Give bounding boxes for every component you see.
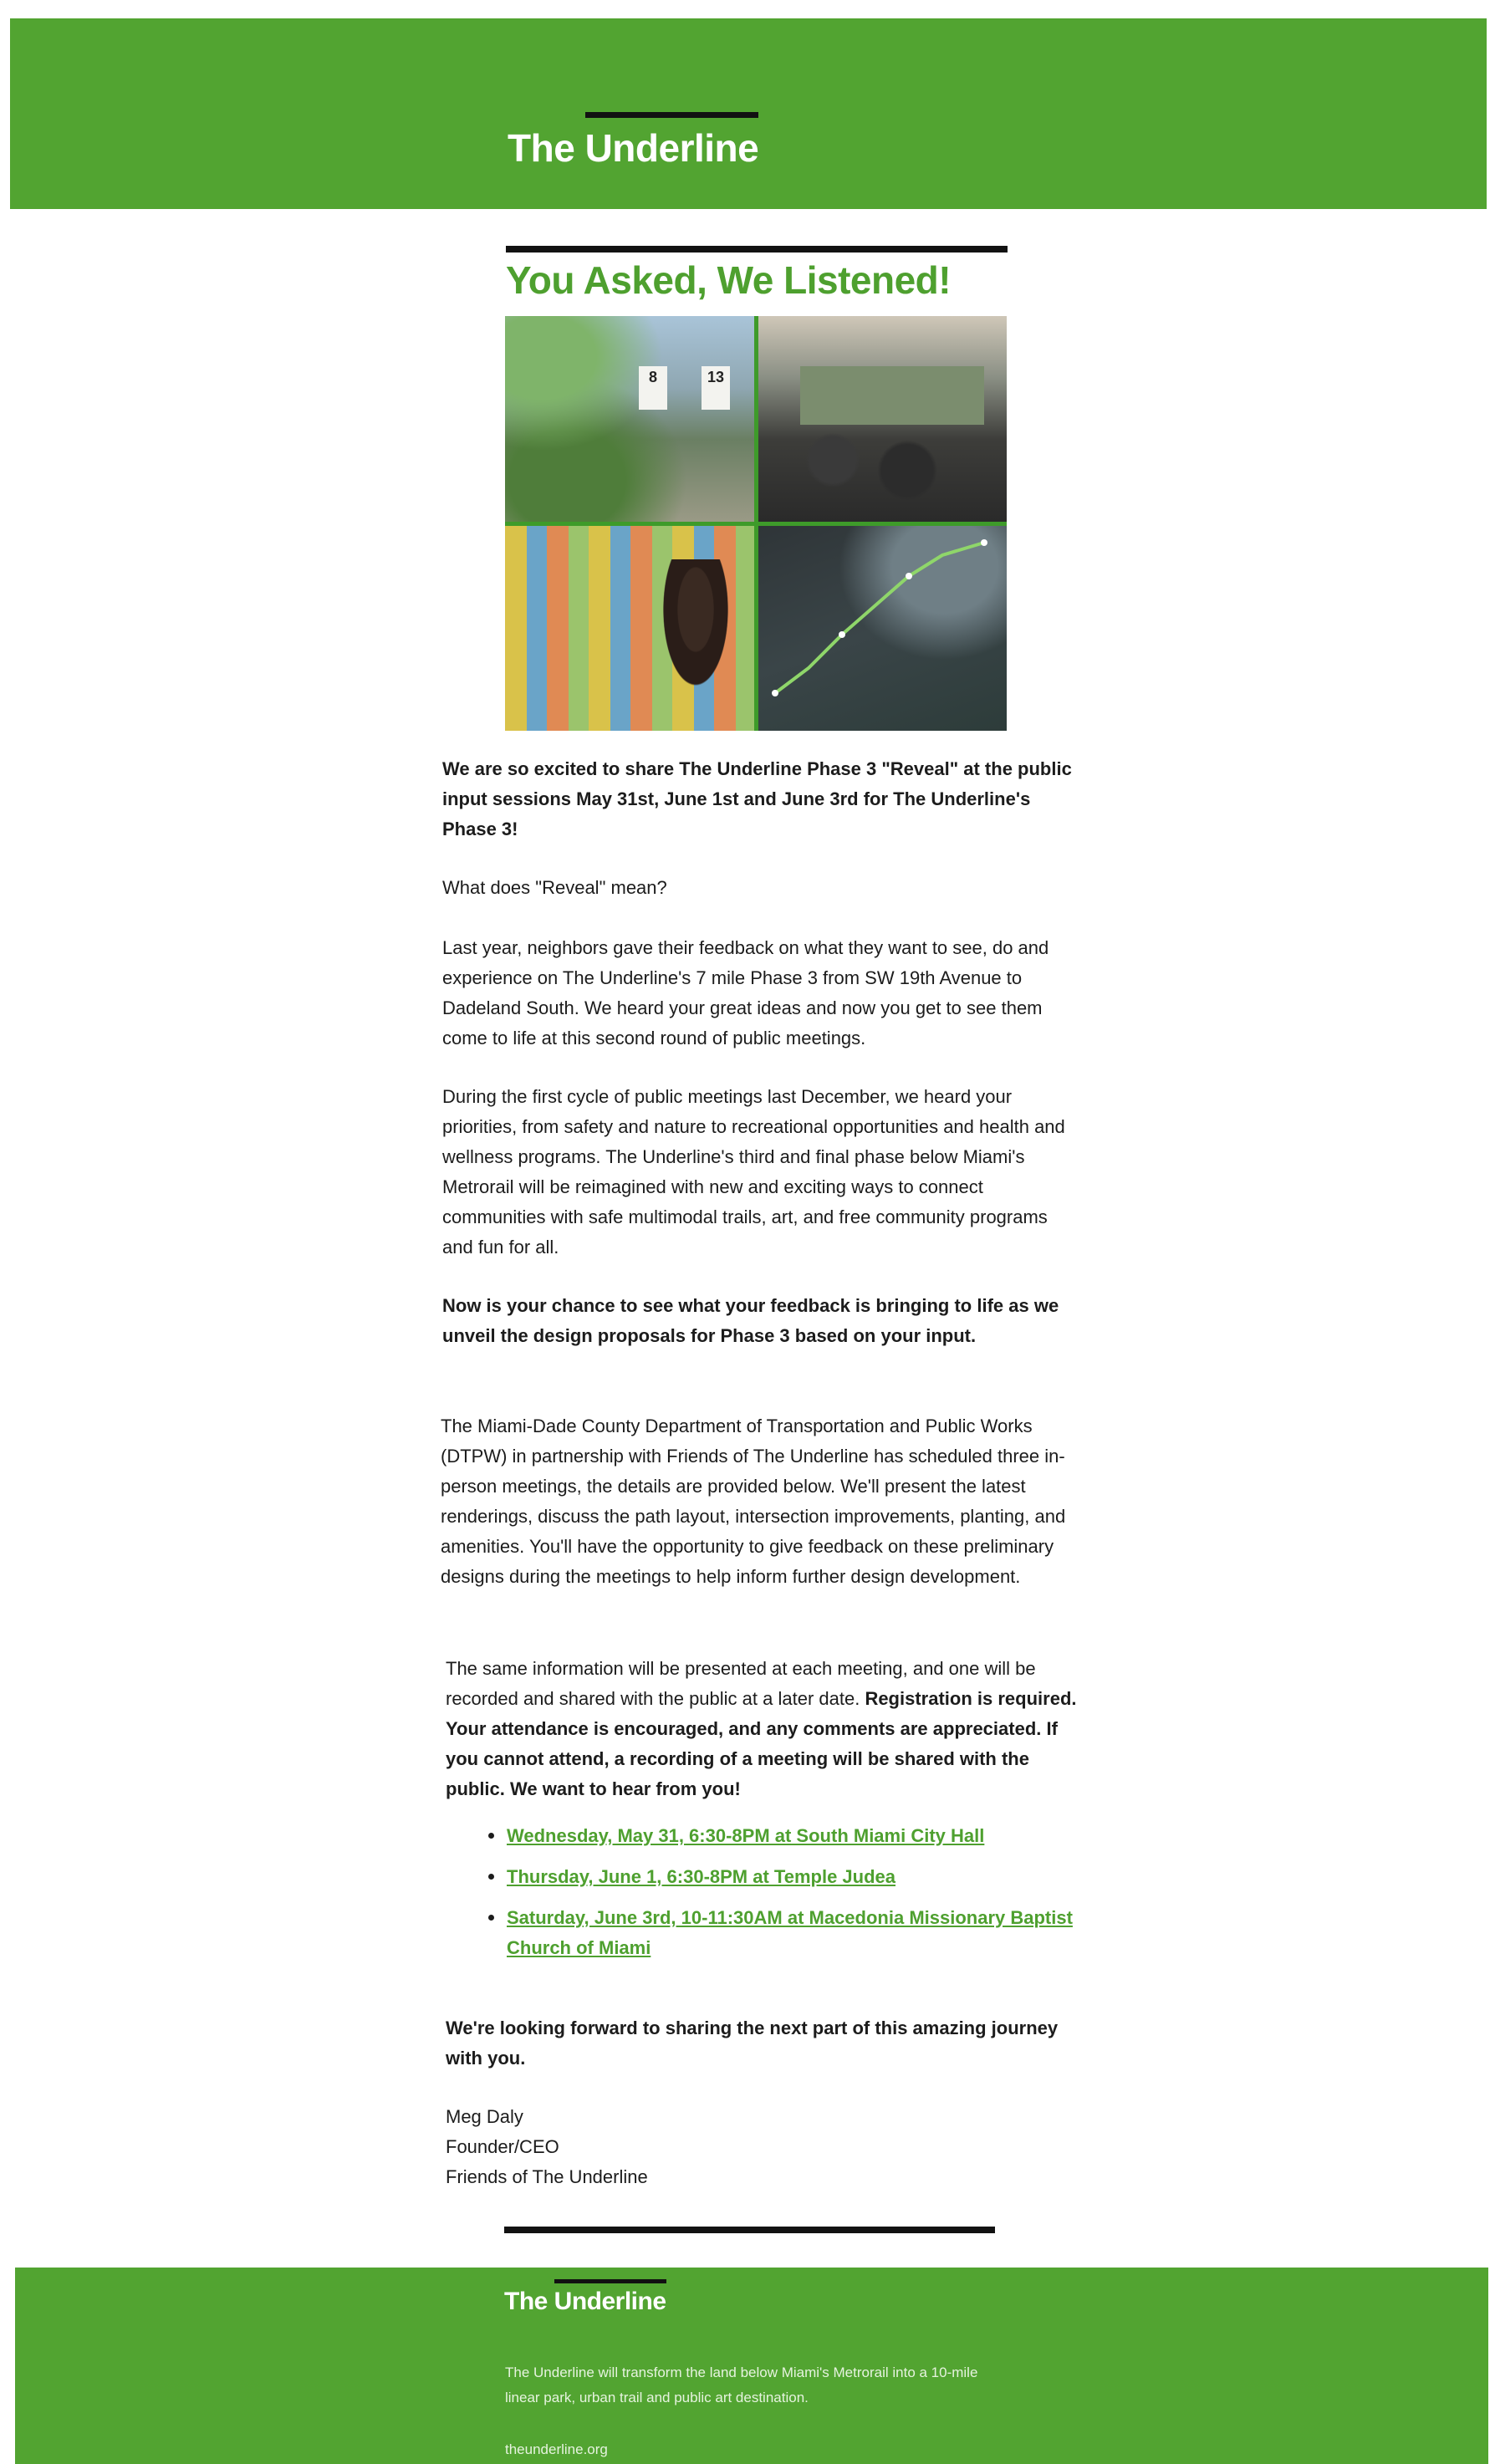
- photo-sign: 13: [702, 366, 730, 410]
- top-divider: [506, 246, 1008, 253]
- meeting-link-temple-judea[interactable]: Thursday, June 1, 6:30-8PM at Temple Judea: [507, 1866, 895, 1887]
- intro-paragraph: We are so excited to share The Underline Phase 3 "Reveal" at the public input sessions May 31st, June 1st and June 3rd for The Underline's Phase 3!: [442, 758, 1072, 839]
- header-logo[interactable]: [508, 125, 758, 171]
- route-map-photo: [758, 526, 1008, 732]
- footer-logo-prefix: The: [504, 2288, 554, 2315]
- footer-logo-main: Underline: [554, 2288, 666, 2315]
- signature-title: Founder/CEO: [446, 2136, 559, 2157]
- list-item: [473, 1862, 1075, 1892]
- signature-org: Friends of The Underline: [446, 2166, 648, 2187]
- registration-bold-text: Registration is required. Your attendance is encouraged, and any comments are appreciated. If you cannot attend, a recording of a meeting will be shared with the public. We want to hear from you!: [446, 1688, 1077, 1799]
- signature-block: [446, 2102, 648, 2192]
- photo-collage: [505, 316, 1007, 731]
- public-meeting-photo: [758, 316, 1008, 522]
- footer-logo[interactable]: [504, 2287, 666, 2317]
- registration-plain-text: The same information will be presented at each meeting, and one will be recorded and shared with the public at a later date.: [446, 1658, 1036, 1709]
- trail-rendering-photo: [505, 316, 754, 522]
- meeting-list: [473, 1821, 1075, 1974]
- body-paragraph-priorities: During the first cycle of public meetings last December, we heard your priorities, from safety and nature to recreational opportunities and health and wellness programs. The Underline's third and final phase below Miami's Metrorail will be reimagined with new and exciting ways to connect communities with safe multimodal trails, art, and free community programs and fun for all.: [442, 1086, 1065, 1258]
- participant-figure: [645, 559, 746, 727]
- body-paragraph-feedback: Last year, neighbors gave their feedback on what they want to see, do and experience on The Underline's 7 mile Phase 3 from SW 19th Avenue to Dadeland South. We heard your great ideas and now you get to see them come to life at this second round of public meetings.: [442, 937, 1049, 1048]
- list-item: [473, 1903, 1075, 1963]
- photo-sign: 8: [639, 366, 667, 410]
- presentation-board: [800, 366, 984, 425]
- reveal-question: What does "Reveal" mean?: [442, 877, 667, 898]
- bottom-divider: [504, 2227, 995, 2233]
- body-paragraph-unveil: Now is your chance to see what your feedback is bringing to life as we unveil the design proposals for Phase 3 based on your input.: [442, 1295, 1059, 1346]
- body-paragraph-meetings: The Miami-Dade County Department of Transportation and Public Works (DTPW) in partnership with Friends of The Underline has scheduled three in-person meetings, the details are provided below. We'll present the latest renderings, discuss the path layout, intersection improvements, planting, and amenities. You'll have the opportunity to give feedback on these preliminary designs during the meetings to help inform further design development.: [441, 1416, 1066, 1587]
- body-paragraph-registration: [446, 1654, 1081, 1804]
- signature-name: Meg Daly: [446, 2106, 523, 2127]
- header-logo-main: Underline: [584, 126, 759, 170]
- footer-website-link[interactable]: theunderline.org: [505, 2441, 608, 2457]
- meeting-link-south-miami[interactable]: Wednesday, May 31, 6:30-8PM at South Miami City Hall: [507, 1825, 985, 1846]
- header-logo-prefix: The: [508, 126, 585, 170]
- route-map-graphic: [758, 526, 1007, 732]
- headline: You Asked, We Listened!: [506, 258, 952, 302]
- list-item: [473, 1821, 1075, 1851]
- closing-paragraph: We're looking forward to sharing the next part of this amazing journey with you.: [446, 2018, 1059, 2069]
- meeting-link-macedonia[interactable]: Saturday, June 3rd, 10-11:30AM at Macedonia Missionary Baptist Church of Miami: [507, 1907, 1073, 1958]
- feedback-board-photo: [505, 526, 754, 732]
- footer-description: The Underline will transform the land below Miami's Metrorail into a 10-mile linear park, urban trail and public art destination.: [505, 2365, 978, 2405]
